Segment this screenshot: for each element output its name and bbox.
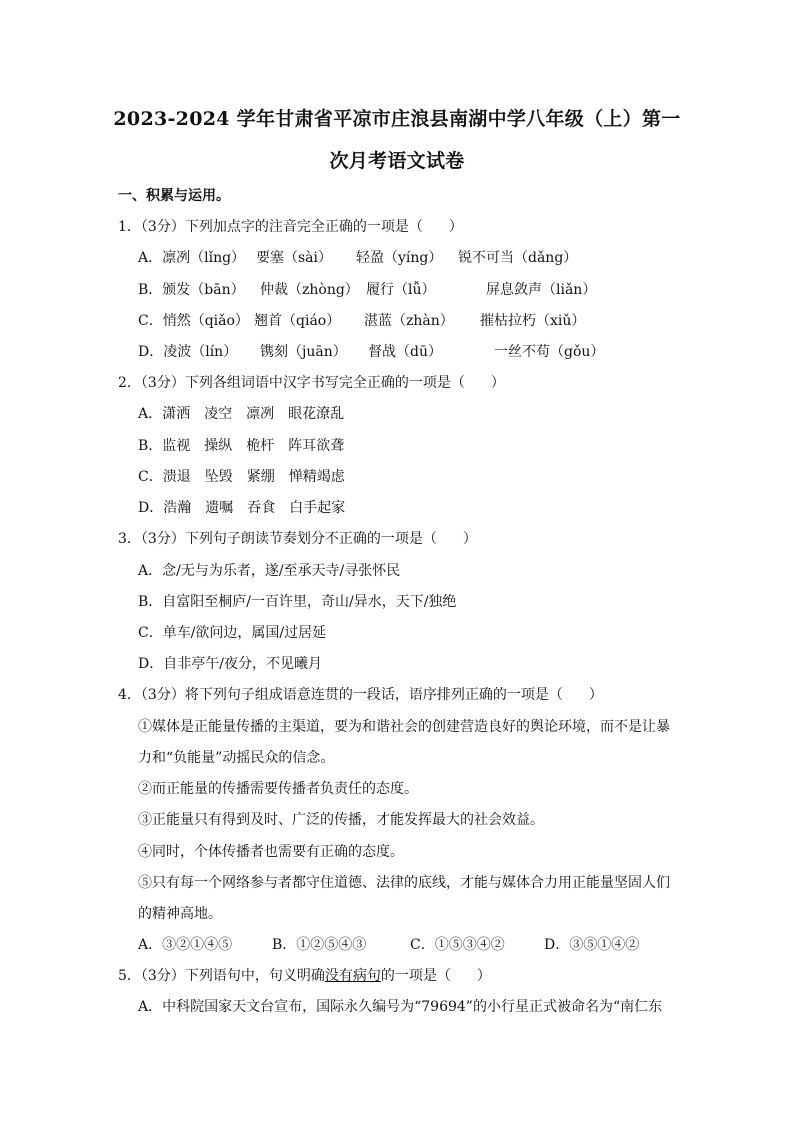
question-4-sentence-5-cont: 的精神高地。 [138, 906, 222, 922]
question-3-option-c: C．单车/欲问边，属国/过居延 [138, 625, 327, 641]
question-3-option-b: B．自富阳至桐庐/一百许里，奇山/异水，天下/独绝 [138, 594, 457, 610]
question-2-option-c: C．溃退 坠毁 紧绷 惮精竭虑 [138, 469, 345, 485]
question-5-option-a: A．中科院国家天文台宣布，国际永久编号为“79694”的小行星正式被命名为“南仁东 [138, 999, 663, 1015]
question-2-stem: 2．（3分）下列各组词语中汉字书写完全正确的一项是（ ） [118, 375, 505, 391]
exam-page: 2023-2024 学年甘肃省平凉市庄浪县南湖中学八年级（上）第一 次月考语文试卷 一、积累与运用。 1．（3分）下列加点字的注音完全正确的一项是（ ） A．凛冽（lǐng） 要塞（sài） 轻盈（yíng） 锐不可当（dǎng） B．颁发（bān） 仲裁（zhòng） 履行（lǚ） 屏息敛声（liǎn） C．悄然（qiǎo） 翘首（qiáo） 湛蓝（zhàn） 摧枯拉朽（xiǔ） D．凌波（lín） 镌刻（juān） 督战（dū） 一丝不苟（gǒu） 2．（3分）下列各组词语中汉字书写完全正确的一项是（ ） A．潇洒 凌空 凛冽 眼花潦乱 B．监视 操纵 桅杆 阵耳欲聋 C．溃退 坠毁 紧绷 惮精竭虑 D．浩瀚 遗嘱 吞食 白手起家 3．（3分）下列句子朗读节奏划分不正确的一项是（ ） A．念/无与为乐者，遂/至承天寺/寻张怀民 B．自富阳至桐庐/一百许里，奇山/异水，天下/独绝 C．单车/欲问边，属国/过居延 D．自非亭午/夜分，不见曦月 4．（3分）将下列句子组成语意连贯的一段话，语序排列正确的一项是（ ） ①媒体是正能量传播的主渠道，要为和谐社会的创建营造良好的舆论环境，而不是让暴 力和“负能量”动摇民众的信念。 ②而正能量的传播需要传播者负责任的态度。 ③正能量只有得到及时、广泛的传播，才能发挥最大的社会效益。 ④同时，个体传播者也需要有正确的态度。 ⑤只有每一个网络参与者都守住道德、法律的底线，才能与媒体合力用正能量坚固人们 的精神高地。 A．③②①④⑤ B．①②⑤④③ C．①⑤③④② D．③⑤①④② 5．（3分）下列语句中，句义明确没有病句的一项是（ ） A．中科院国家天文台宣布，国际永久编号为“79694”的小行星正式被命名为“南仁东 [0, 0, 794, 1123]
question-4-sentence-3: ③正能量只有得到及时、广泛的传播，才能发挥最大的社会效益。 [138, 812, 544, 828]
question-3-option-a: A．念/无与为乐者，遂/至承天寺/寻张怀民 [138, 563, 401, 579]
exam-title-line-1: 2023-2024 学年甘肃省平凉市庄浪县南湖中学八年级（上）第一 [113, 108, 681, 130]
question-3-option-d: D．自非亭午/夜分，不见曦月 [138, 656, 322, 672]
question-4-sentence-5: ⑤只有每一个网络参与者都守住道德、法律的底线，才能与媒体合力用正能量坚固人们 [138, 875, 670, 891]
question-1-stem: 1．（3分）下列加点字的注音完全正确的一项是（ ） [118, 219, 463, 235]
question-4-sentence-2: ②而正能量的传播需要传播者负责任的态度。 [138, 781, 418, 797]
exam-title-line-2: 次月考语文试卷 [329, 150, 465, 172]
question-3-stem: 3．（3分）下列句子朗读节奏划分不正确的一项是（ ） [118, 531, 477, 547]
question-4-sentence-1-cont: 力和“负能量”动摇民众的信念。 [138, 750, 335, 766]
question-4-stem: 4．（3分）将下列句子组成语意连贯的一段话，语序排列正确的一项是（ ） [118, 687, 603, 703]
question-4-sentence-1: ①媒体是正能量传播的主渠道，要为和谐社会的创建营造良好的舆论环境，而不是让暴 [138, 719, 670, 735]
section-heading: 一、积累与运用。 [118, 188, 230, 204]
question-5-stem: 5．（3分）下列语句中，句义明确没有病句的一项是（ ） [118, 968, 491, 984]
question-2-option-a: A．潇洒 凌空 凛冽 眼花潦乱 [138, 406, 345, 422]
underlined-phrase: 没有病句 [324, 968, 381, 984]
question-4-sentence-4: ④同时，个体传播者也需要有正确的态度。 [138, 844, 404, 860]
question-2-option-d: D．浩瀚 遗嘱 吞食 白手起家 [138, 500, 346, 516]
question-2-option-b: B．监视 操纵 桅杆 阵耳欲聋 [138, 438, 345, 454]
